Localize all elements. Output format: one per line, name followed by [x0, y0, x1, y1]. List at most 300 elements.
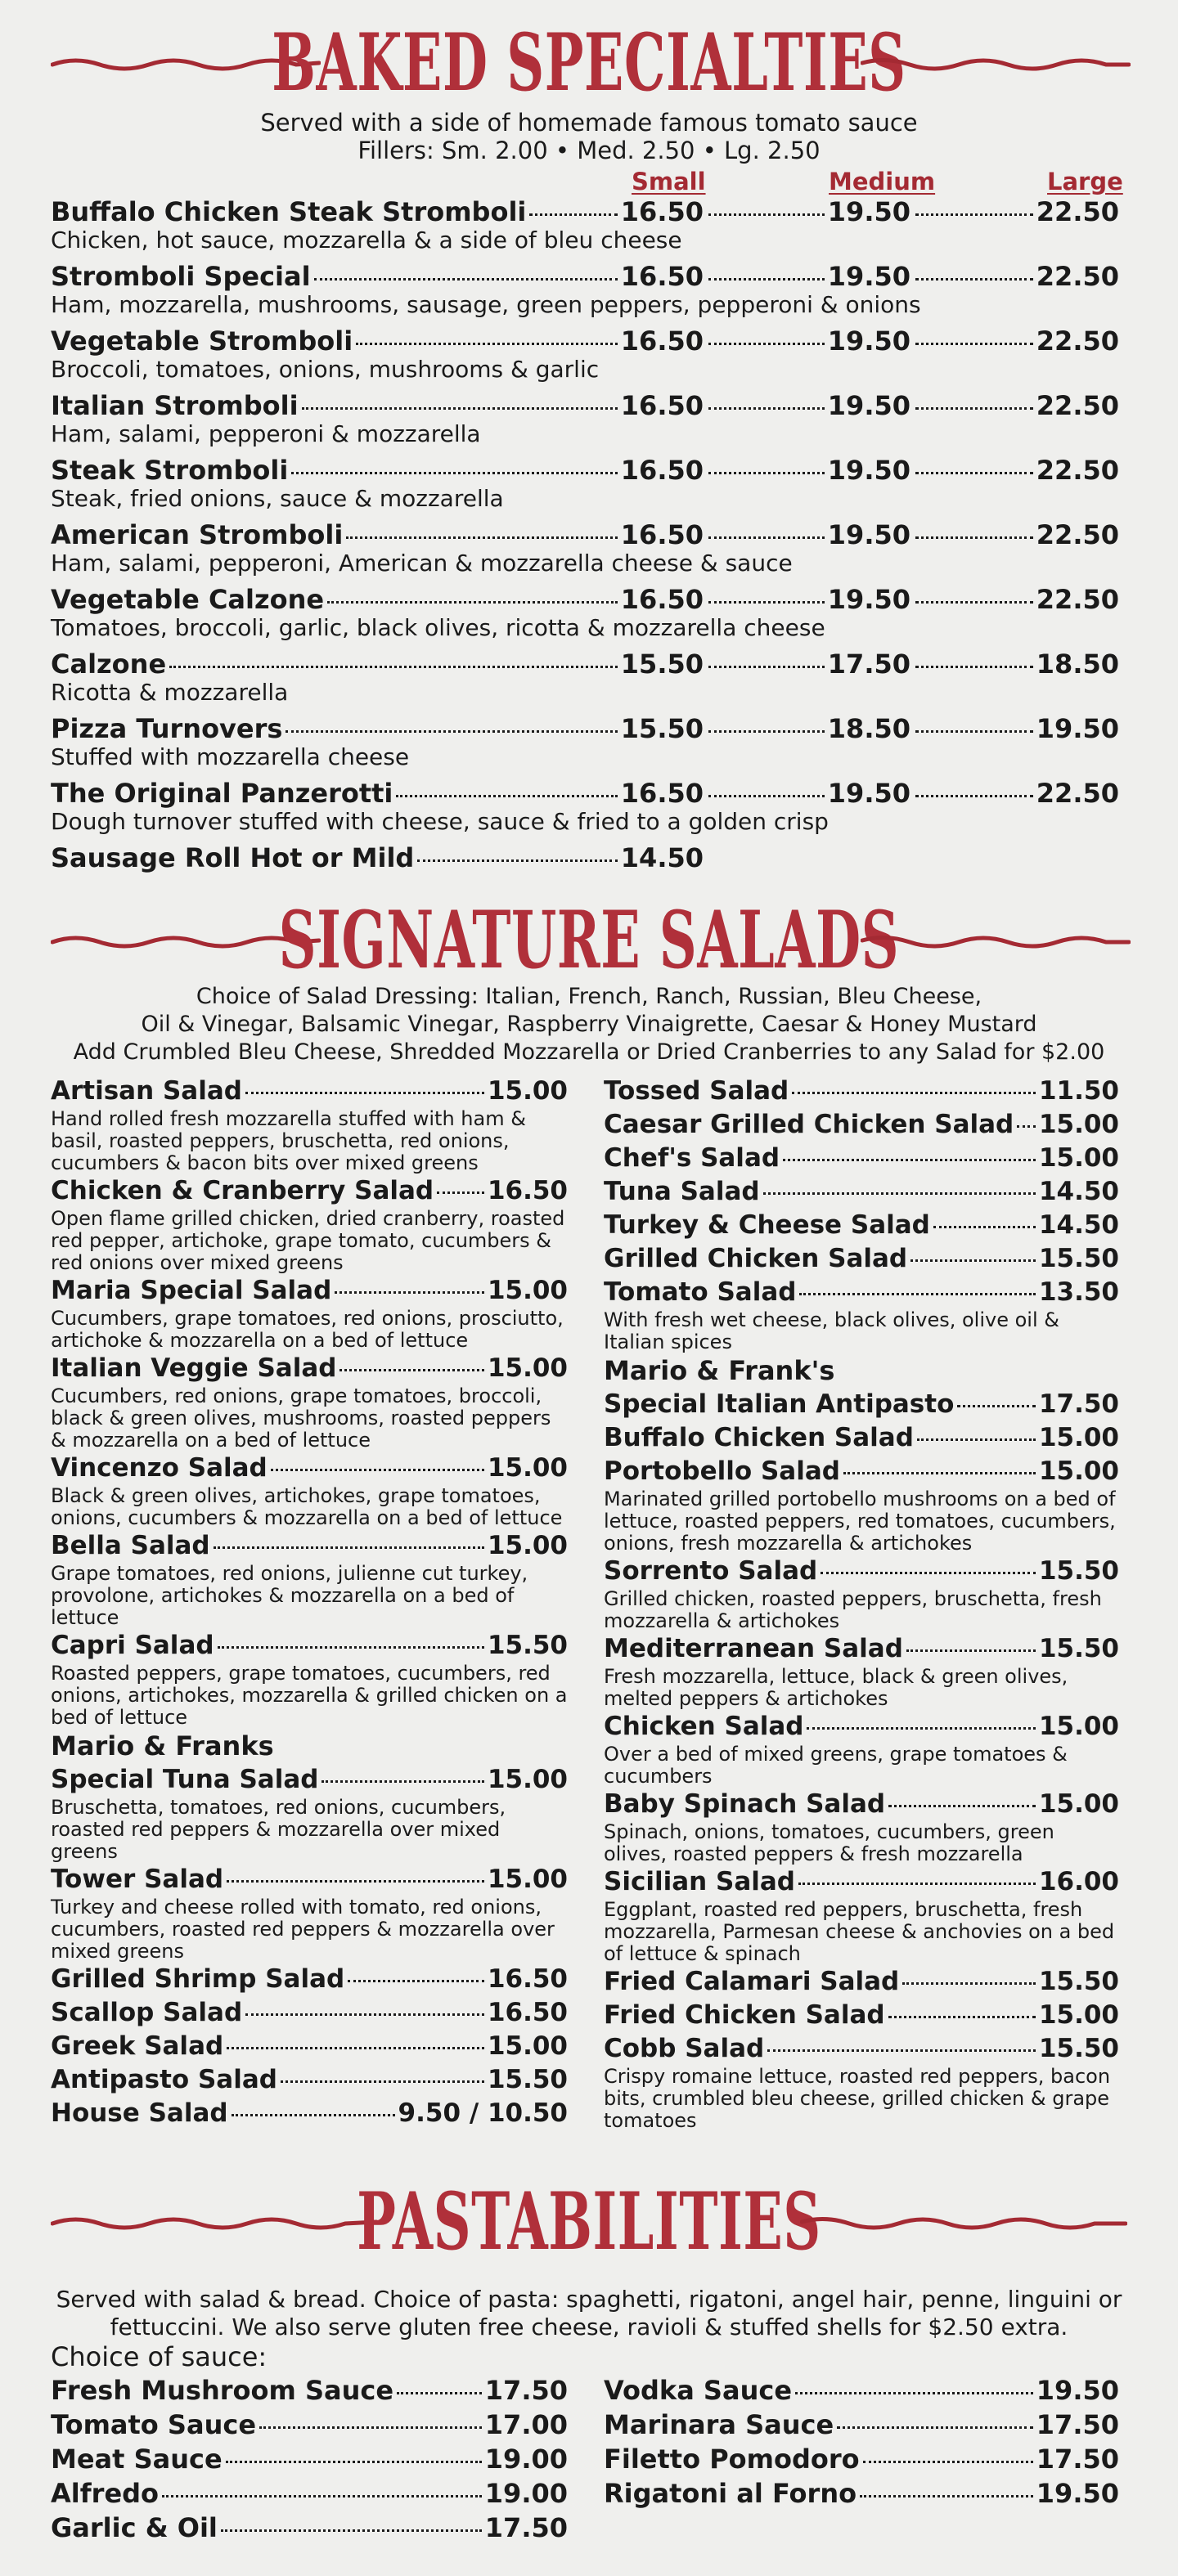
dot-leader	[902, 1982, 1036, 1985]
salad-item-description: With fresh wet cheese, black olives, olive oil & Italian spices	[604, 1308, 1059, 1353]
dot-leader	[821, 1572, 1036, 1574]
dot-leader	[227, 1880, 484, 1883]
salad-item-name: Tossed Salad	[604, 1076, 789, 1106]
pasta-sauce-price: 19.00	[484, 2444, 568, 2475]
dot-leader	[302, 407, 618, 410]
price-medium: 19.50	[827, 778, 910, 809]
price-medium: 19.50	[827, 196, 910, 227]
item-line	[51, 1529, 568, 1563]
pasta-sauce-name: Rigatoni al Forno	[604, 2478, 857, 2509]
salad-item-name: Sorrento Salad	[604, 1556, 818, 1586]
dot-leader	[763, 1192, 1036, 1195]
item-line	[51, 1452, 568, 1485]
salad-item-price: 15.00	[487, 1765, 568, 1794]
dot-leader	[437, 1192, 484, 1194]
salad-item-description: Spinach, onions, tomatoes, cucumbers, green olives, roasted peppers & fresh mozzarella	[604, 1820, 1054, 1865]
pasta-header	[0, 2177, 1178, 2267]
salad-item-price: 15.00	[1038, 2000, 1119, 2030]
size-medium-heading: Medium	[829, 168, 936, 195]
dot-leader	[915, 666, 1033, 668]
salad-item-price: 11.50	[1038, 1076, 1119, 1106]
pasta-sauce	[51, 2476, 568, 2511]
pasta-sauce-price: 17.50	[484, 2512, 568, 2543]
large-price-line	[912, 455, 1119, 491]
pasta-sauce-price: 19.50	[1036, 2375, 1119, 2406]
salad-item-description: Over a bed of mixed greens, grape tomatoes & cucumbers	[604, 1743, 1068, 1788]
salad-item-description: Turkey and cheese rolled with tomato, red onions, cucumbers, roasted red peppers & mozzarella over mixed greens	[51, 1896, 555, 1963]
large-price-line	[912, 261, 1119, 297]
large-price-line	[912, 519, 1119, 555]
salad-item-price: 15.00	[1038, 1456, 1119, 1486]
salad-item-price: 15.00	[487, 1865, 568, 1894]
price-large: 22.50	[1036, 519, 1119, 550]
large-price-line	[912, 325, 1119, 361]
salads-left-column	[51, 1075, 568, 2130]
large-price-line	[912, 584, 1119, 620]
baked-item	[0, 261, 1178, 326]
baked-item	[0, 390, 1178, 456]
salad-item	[604, 1242, 1119, 1276]
salad-item-name: Italian Veggie Salad	[51, 1353, 337, 1383]
dot-leader	[226, 2461, 482, 2463]
dot-leader	[767, 2049, 1036, 2052]
item-line	[51, 2511, 568, 2545]
dot-leader	[417, 859, 617, 862]
salad-item	[51, 2030, 568, 2063]
dot-leader	[917, 1438, 1036, 1441]
baked-item-name: American Stromboli	[51, 519, 344, 550]
pasta-title: PASTABILITIES	[357, 2175, 821, 2268]
salad-item	[604, 1353, 1119, 1421]
price-medium: 19.50	[827, 390, 910, 421]
salads-title: SIGNATURE SALADS	[278, 894, 900, 986]
item-line	[51, 1629, 568, 1663]
item-line	[51, 2373, 568, 2408]
dot-leader	[915, 407, 1033, 410]
salad-item-description: Grilled chicken, roasted peppers, bruschetta, fresh mozzarella & artichokes	[604, 1587, 1102, 1632]
pasta-sauce-price: 17.50	[484, 2375, 568, 2406]
dot-leader	[860, 2495, 1033, 2497]
item-line	[51, 1963, 568, 1996]
baked-item-name: The Original Panzerotti	[51, 778, 393, 809]
price-large: 22.50	[1036, 455, 1119, 486]
salad-item-price: 16.50	[487, 1964, 568, 1994]
medium-price-line	[705, 390, 910, 426]
dot-leader	[321, 1780, 483, 1783]
price-small: 16.50	[620, 584, 704, 615]
dot-leader	[906, 1649, 1036, 1652]
salad-item	[604, 1455, 1119, 1555]
pasta-sauce-name: Meat Sauce	[51, 2444, 223, 2475]
salad-item-price: 15.00	[1038, 1423, 1119, 1452]
item-line	[604, 1421, 1119, 1455]
salad-item-price: 15.00	[1038, 1712, 1119, 1741]
dot-leader	[339, 1369, 484, 1371]
large-price-line	[912, 196, 1119, 232]
salad-item-price: 16.00	[1038, 1867, 1119, 1896]
baked-item-name: Italian Stromboli	[51, 390, 299, 421]
baked-title: BAKED SPECIALTIES	[272, 16, 906, 109]
salad-item-price: 15.00	[487, 1531, 568, 1560]
salad-item-description: Cucumbers, grape tomatoes, red onions, prosciutto, artichoke & mozzarella on a bed of lettuce	[51, 1307, 564, 1352]
dot-leader	[792, 1092, 1036, 1094]
salad-item-name: Chicken Salad	[604, 1712, 804, 1741]
item-line	[604, 2373, 1119, 2408]
price-medium: 19.50	[827, 325, 910, 357]
baked-item	[0, 648, 1178, 714]
price-large: 19.50	[1036, 713, 1119, 744]
dot-leader	[1017, 1125, 1036, 1128]
right-squiggle-decoration	[800, 2214, 1127, 2233]
salad-item-name: Fried Chicken Salad	[604, 2000, 885, 2030]
salad-item-price: 15.00	[487, 1076, 568, 1106]
dot-leader	[335, 1291, 484, 1294]
salad-item-name: Mediterranean Salad	[604, 1634, 903, 1663]
dot-leader	[915, 536, 1033, 539]
price-medium: 17.50	[827, 648, 910, 680]
salad-item	[51, 1963, 568, 1996]
dot-leader	[271, 1469, 484, 1471]
salad-item-name: Tower Salad	[51, 1865, 224, 1894]
baked-item-description: Ham, salami, pepperoni & mozzarella	[51, 420, 481, 447]
salad-item-price: 15.00	[487, 2031, 568, 2061]
salad-item-description: Cucumbers, red onions, grape tomatoes, broccoli, black & green olives, mushrooms, roasted peppers & mozzarella on a bed of lettuce	[51, 1384, 551, 1452]
salad-item-name: Grilled Shrimp Salad	[51, 1964, 345, 1994]
dot-leader	[245, 1092, 484, 1094]
item-line	[604, 1209, 1119, 1242]
medium-price-line	[705, 196, 910, 232]
baked-item-name: Buffalo Chicken Steak Stromboli	[51, 196, 527, 227]
dot-leader	[837, 2426, 1033, 2429]
item-line	[604, 1175, 1119, 1209]
dot-leader	[708, 278, 825, 280]
price-small: 16.50	[620, 778, 704, 809]
price-small: 16.50	[620, 455, 704, 486]
dot-leader	[232, 2114, 395, 2116]
salads-header	[0, 895, 1178, 985]
right-squiggle-decoration	[861, 932, 1131, 952]
baked-item-description: Tomatoes, broccoli, garlic, black olives, ricotta & mozzarella cheese	[51, 614, 825, 641]
dot-leader	[933, 1226, 1036, 1228]
item-line	[51, 1274, 568, 1308]
dot-leader	[708, 213, 825, 216]
salad-item-name: Special Tuna Salad	[51, 1765, 319, 1794]
baked-item-description: Ham, mozzarella, mushrooms, sausage, green peppers, pepperoni & onions	[51, 291, 921, 318]
dressing-line-2: Oil & Vinegar, Balsamic Vinegar, Raspberry Vinaigrette, Caesar & Honey Mustard	[141, 1012, 1037, 1037]
salad-item-name: Maria Special Salad	[51, 1276, 332, 1305]
dot-leader	[314, 278, 618, 280]
salad-item-price: 15.00	[1038, 1110, 1119, 1139]
dot-leader	[915, 343, 1033, 345]
dot-leader	[396, 795, 617, 797]
salad-item-name: Capri Salad	[51, 1631, 214, 1660]
item-line	[604, 1242, 1119, 1276]
pasta-sauce-name: Vodka Sauce	[604, 2375, 793, 2406]
dot-leader	[708, 601, 825, 604]
salad-item	[604, 1555, 1119, 1632]
item-line	[604, 1108, 1119, 1142]
item-line	[51, 1996, 568, 2030]
baked-item-description: Dough turnover stuffed with cheese, sauce & fried to a golden crisp	[51, 808, 829, 835]
dot-leader	[348, 1980, 484, 1982]
dot-leader	[708, 795, 825, 797]
item-line	[51, 2097, 568, 2130]
dot-leader	[783, 1159, 1036, 1161]
salad-item-description: Roasted peppers, grape tomatoes, cucumbers, red onions, artichokes, mozzarella & grilled chicken on a bed of lettuce	[51, 1662, 568, 1729]
salad-item	[604, 1710, 1119, 1788]
salad-item-name: Tomato Salad	[604, 1277, 797, 1307]
baked-item-description: Ham, salami, pepperoni, American & mozzarella cheese & sauce	[51, 550, 793, 577]
salad-name-prefix: Mario & Franks	[51, 1730, 274, 1761]
dot-leader	[529, 213, 617, 216]
dot-leader	[286, 730, 617, 733]
salad-item-price: 15.50	[1038, 1556, 1119, 1586]
salad-item-name: Grilled Chicken Salad	[604, 1244, 908, 1273]
item-line	[604, 1865, 1119, 1899]
salad-item-name: Chicken & Cranberry Salad	[51, 1176, 434, 1205]
dot-leader	[915, 472, 1033, 474]
dot-leader	[291, 472, 617, 474]
dot-leader	[863, 2461, 1033, 2463]
price-small: 14.50	[620, 842, 704, 873]
baked-fillers: Fillers: Sm. 2.00 • Med. 2.50 • Lg. 2.50	[357, 137, 821, 164]
dot-leader	[708, 472, 825, 474]
dot-leader	[227, 2047, 484, 2049]
salad-item-description: Eggplant, roasted red peppers, bruschetta, fresh mozzarella, Parmesan cheese & anchovies on a bed of lettuce & spinach	[604, 1898, 1115, 1965]
pasta-sauce-price: 19.50	[1036, 2478, 1119, 2509]
baked-item-description: Stuffed with mozzarella cheese	[51, 743, 410, 770]
salad-item	[604, 1108, 1119, 1142]
pasta-sauce-price: 17.50	[1036, 2444, 1119, 2475]
item-line	[604, 1388, 1119, 1421]
price-small: 16.50	[620, 261, 704, 292]
item-line	[51, 2408, 568, 2442]
price-small: 16.50	[620, 390, 704, 421]
salad-item	[604, 1142, 1119, 1175]
salad-item	[51, 1529, 568, 1629]
salad-item-price: 15.50	[487, 1631, 568, 1660]
salad-item	[604, 1276, 1119, 1353]
item-line	[604, 1455, 1119, 1488]
baked-item	[0, 325, 1178, 391]
dot-leader	[915, 278, 1033, 280]
item-line	[604, 1965, 1119, 1999]
sauce-choice-label: Choice of sauce:	[51, 2341, 268, 2372]
salad-item-price: 17.50	[1038, 1389, 1119, 1419]
salad-item	[604, 1209, 1119, 1242]
pasta-sauce	[604, 2373, 1119, 2408]
baked-item-name: Calzone	[51, 648, 167, 680]
pasta-sauce	[604, 2408, 1119, 2442]
item-line	[604, 1276, 1119, 1309]
item-line	[604, 1555, 1119, 1588]
salads-right-column	[604, 1075, 1119, 2132]
baked-item-description: Steak, fried onions, sauce & mozzarella	[51, 485, 504, 512]
pasta-line-1: Served with salad & bread. Choice of pasta: spaghetti, rigatoni, angel hair, penne, linguini or	[56, 2286, 1122, 2313]
price-medium: 19.50	[827, 584, 910, 615]
salad-item-price: 15.50	[487, 2065, 568, 2094]
salad-name-prefix: Mario & Frank's	[604, 1355, 835, 1386]
salad-item-price: 15.50	[1038, 1244, 1119, 1273]
baked-item	[0, 196, 1178, 262]
salad-item-name: Tuna Salad	[604, 1177, 760, 1206]
salad-item	[51, 1352, 568, 1452]
item-line	[604, 2032, 1119, 2066]
baked-item-description: Chicken, hot sauce, mozzarella & a side of bleu cheese	[51, 227, 682, 254]
dot-leader	[915, 795, 1033, 797]
dot-leader	[915, 730, 1033, 733]
dot-leader	[346, 536, 617, 539]
salad-item-price: 9.50 / 10.50	[398, 2098, 568, 2128]
dot-leader	[843, 1472, 1036, 1474]
item-line	[604, 2442, 1119, 2476]
salad-item-name: Antipasto Salad	[51, 2065, 277, 2094]
dot-leader	[888, 2016, 1036, 2018]
medium-price-line	[705, 648, 910, 684]
medium-price-line	[705, 713, 910, 749]
baked-item	[0, 778, 1178, 843]
item-line	[51, 2476, 568, 2511]
pasta-sauce-name: Alfredo	[51, 2478, 160, 2509]
salad-item-price: 16.50	[487, 1176, 568, 1205]
price-large: 22.50	[1036, 196, 1119, 227]
salad-item	[604, 1965, 1119, 1999]
medium-price-line	[705, 325, 910, 361]
salad-item-name: Chef's Salad	[604, 1143, 780, 1173]
baked-item-name: Vegetable Stromboli	[51, 325, 353, 357]
salad-item-name: Scallop Salad	[51, 1998, 243, 2027]
salad-item-description: Bruschetta, tomatoes, red onions, cucumbers, roasted red peppers & mozzarella over mixed greens	[51, 1796, 506, 1863]
dot-leader	[708, 730, 825, 733]
item-line	[51, 1174, 568, 1208]
price-medium: 19.50	[827, 455, 910, 486]
salad-item-price: 15.50	[1038, 2034, 1119, 2063]
salad-item	[604, 1075, 1119, 1108]
baked-item	[0, 584, 1178, 649]
dot-leader	[915, 213, 1033, 216]
dot-leader	[221, 2529, 482, 2532]
salad-item-description: Fresh mozzarella, lettuce, black & green olives, melted peppers & artichokes	[604, 1665, 1068, 1710]
price-small: 16.50	[620, 196, 704, 227]
salad-item-name: Fried Calamari Salad	[604, 1967, 900, 1996]
item-line	[604, 1632, 1119, 1666]
pasta-right-column	[604, 2373, 1119, 2511]
salad-item-price: 14.50	[1038, 1210, 1119, 1240]
salad-item	[51, 1452, 568, 1529]
baked-item	[0, 455, 1178, 520]
item-line	[604, 1710, 1119, 1744]
salad-item-description: Hand rolled fresh mozzarella stuffed with ham & basil, roasted peppers, bruschetta, red onions, cucumbers & bacon bits over mixed greens	[51, 1107, 526, 1174]
addon-line: Add Crumbled Bleu Cheese, Shredded Mozzarella or Dried Cranberries to any Salad for $2.00	[73, 1039, 1105, 1065]
salad-item-description: Crispy romaine lettuce, roasted red peppers, bacon bits, crumbled bleu cheese, grilled chicken & grape tomatoes	[604, 2065, 1111, 2132]
pasta-left-column	[51, 2373, 568, 2545]
dot-leader	[169, 666, 618, 668]
baked-item-name: Stromboli Special	[51, 261, 311, 292]
dot-leader	[214, 1546, 484, 1549]
salad-item	[51, 1174, 568, 1274]
salad-item-name: Cobb Salad	[604, 2034, 765, 2063]
dot-leader	[397, 2392, 482, 2394]
baked-item	[0, 713, 1178, 779]
right-squiggle-decoration	[861, 55, 1131, 74]
dot-leader	[807, 1727, 1035, 1730]
price-large: 18.50	[1036, 648, 1119, 680]
item-line	[604, 2408, 1119, 2442]
item-line	[51, 2063, 568, 2097]
dot-leader	[799, 1293, 1036, 1295]
salad-item	[51, 2097, 568, 2130]
pasta-line-2: fettuccini. We also serve gluten free cheese, ravioli & stuffed shells for $2.50 extra.	[110, 2313, 1068, 2340]
price-medium: 19.50	[827, 261, 910, 292]
dot-leader	[356, 343, 618, 345]
salad-item-price: 14.50	[1038, 1177, 1119, 1206]
salad-item-name: Buffalo Chicken Salad	[604, 1423, 914, 1452]
baked-item	[0, 519, 1178, 585]
salad-item	[51, 1075, 568, 1174]
large-price-line	[912, 778, 1119, 814]
pasta-sauce-name: Tomato Sauce	[51, 2409, 257, 2440]
medium-price-line	[705, 455, 910, 491]
dressing-line-1: Choice of Salad Dressing: Italian, French, Ranch, Russian, Bleu Cheese,	[196, 984, 982, 1009]
baked-item-description: Broccoli, tomatoes, onions, mushrooms & garlic	[51, 356, 600, 383]
pasta-sauce	[604, 2442, 1119, 2476]
baked-item-name: Vegetable Calzone	[51, 584, 325, 615]
salad-item-price: 15.00	[487, 1276, 568, 1305]
salad-item	[604, 1865, 1119, 1965]
baked-item-name: Steak Stromboli	[51, 455, 289, 486]
dot-leader	[798, 1883, 1036, 1885]
price-small: 15.50	[620, 713, 704, 744]
dot-leader	[708, 666, 825, 668]
salad-item-name: Turkey & Cheese Salad	[604, 1210, 930, 1240]
salad-item	[604, 1999, 1119, 2032]
item-line	[51, 2030, 568, 2063]
dot-leader	[281, 2080, 484, 2083]
price-large: 22.50	[1036, 325, 1119, 357]
salad-item-description: Open flame grilled chicken, dried cranberry, roasted red pepper, artichoke, grape tomato, cucumbers & red onions over mixed greens	[51, 1207, 565, 1274]
salad-item	[604, 2032, 1119, 2132]
dot-leader	[888, 1805, 1036, 1807]
dot-leader	[795, 2392, 1033, 2394]
salad-item	[51, 1996, 568, 2030]
price-medium: 18.50	[827, 713, 910, 744]
salad-item-description: Black & green olives, artichokes, grape tomatoes, onions, cucumbers & mozzarella on a bed of lettuce	[51, 1484, 563, 1529]
salad-item	[51, 1629, 568, 1729]
pasta-sauce-price: 19.00	[484, 2478, 568, 2509]
pasta-sauce-name: Garlic & Oil	[51, 2512, 218, 2543]
salad-item-name: Portobello Salad	[604, 1456, 840, 1486]
item-line	[51, 1763, 568, 1797]
salad-item	[51, 1729, 568, 1863]
baked-item-name: Pizza Turnovers	[51, 713, 283, 744]
item-line	[51, 2442, 568, 2476]
pasta-sauce-price: 17.00	[484, 2409, 568, 2440]
dot-leader	[708, 343, 825, 345]
price-large: 22.50	[1036, 778, 1119, 809]
large-price-line	[912, 390, 1119, 426]
item-line	[604, 2476, 1119, 2511]
price-medium: 19.50	[827, 519, 910, 550]
salad-item	[604, 1421, 1119, 1455]
pasta-sauce	[51, 2408, 568, 2442]
dot-leader	[915, 601, 1033, 604]
salad-item	[604, 1632, 1119, 1710]
salad-item-description: Grape tomatoes, red onions, julienne cut turkey, provolone, artichokes & mozzarella on a bed of lettuce	[51, 1562, 528, 1629]
size-large-heading: Large	[1047, 168, 1123, 195]
baked-header	[0, 18, 1178, 108]
salad-item	[604, 1788, 1119, 1865]
pasta-sauce	[604, 2476, 1119, 2511]
